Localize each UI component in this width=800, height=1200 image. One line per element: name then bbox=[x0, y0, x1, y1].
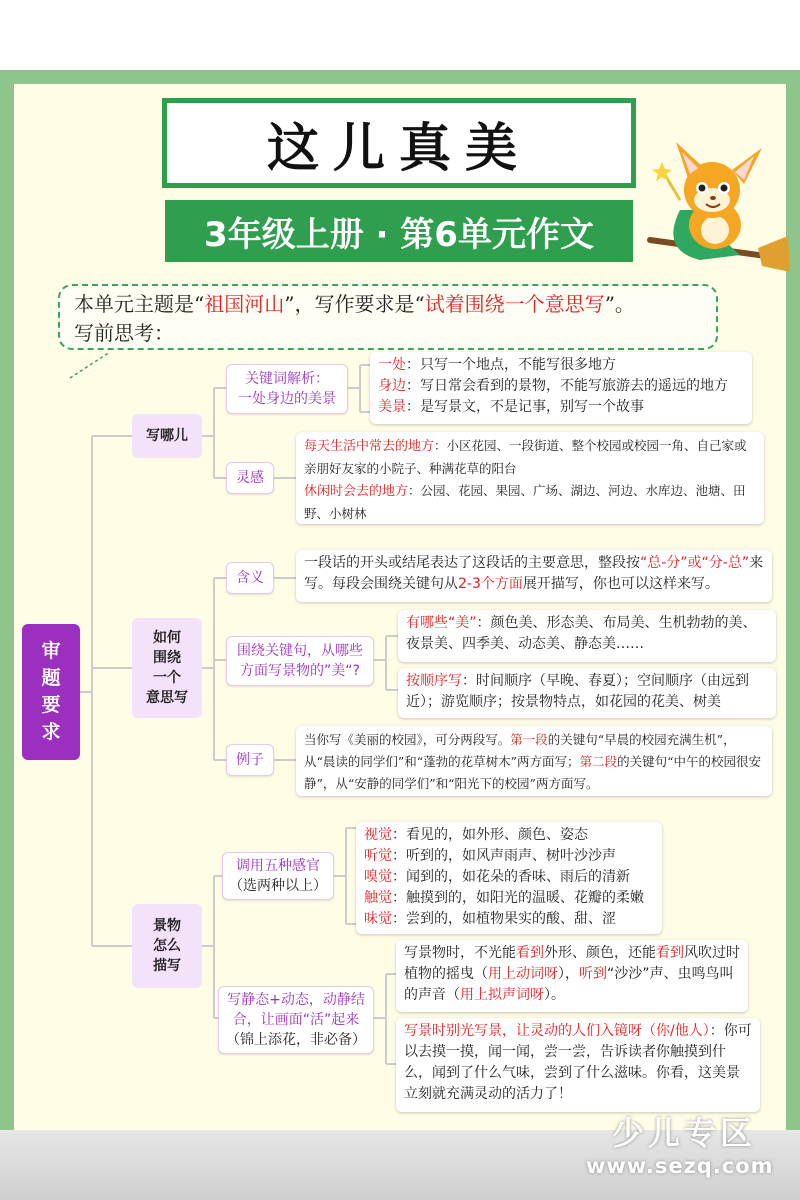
node-label: 例子 bbox=[236, 752, 264, 768]
node-label: 含义 bbox=[236, 570, 264, 586]
sense-item bbox=[364, 825, 654, 846]
node-label: 景物 bbox=[153, 918, 181, 934]
writing-order-box bbox=[398, 668, 776, 718]
example-text: 当你写《美丽的校园》，可分两段写。 bbox=[304, 732, 511, 747]
node-how-to-write-around-one-idea bbox=[132, 618, 202, 718]
inspiration-detail-box bbox=[296, 432, 764, 524]
dynamic-highlight: 用上拟声词呀 bbox=[460, 987, 544, 1003]
node-label: 调用五种感官 bbox=[236, 858, 320, 874]
sense-desc: ：看见的，如外形、颜色、姿态 bbox=[392, 827, 588, 843]
root-char: 题 bbox=[41, 667, 61, 689]
keyword-item bbox=[378, 376, 744, 397]
keyword-term: 美景 bbox=[378, 399, 406, 415]
example-detail-box bbox=[296, 726, 772, 796]
root-char: 求 bbox=[41, 721, 61, 743]
dynamic-text: 外形、颜色，还能 bbox=[544, 945, 656, 961]
node-label: 意思写 bbox=[146, 690, 188, 706]
node-five-senses bbox=[222, 852, 334, 900]
keyword-desc: ：只写一个地点，不能写很多地方 bbox=[406, 357, 616, 373]
intro-text: 本单元主题是“ bbox=[74, 292, 205, 316]
node-label: 围绕 bbox=[153, 650, 181, 666]
intro-line2: 写前思考： bbox=[74, 321, 174, 345]
page-title: 这儿真美 bbox=[266, 118, 531, 179]
node-label: 怎么 bbox=[153, 938, 181, 954]
sense-term: 听觉 bbox=[364, 848, 392, 864]
keyword-term: 身边 bbox=[378, 378, 406, 394]
sense-term: 触觉 bbox=[364, 890, 392, 906]
order-term: 按顺序写 bbox=[406, 673, 462, 689]
example-highlight: 第二段 bbox=[579, 754, 618, 769]
watermark-logo-text: 少儿专区 bbox=[612, 1114, 757, 1152]
sense-term: 视觉 bbox=[364, 827, 392, 843]
node-example bbox=[226, 744, 274, 776]
node-label: 方面写景物的”美“? bbox=[240, 663, 360, 679]
people-detail-box bbox=[396, 1018, 760, 1112]
node-label: 一个 bbox=[153, 670, 181, 686]
node-where-to-write bbox=[132, 414, 202, 458]
meaning-detail-box bbox=[296, 550, 772, 602]
node-inspiration bbox=[226, 462, 274, 494]
node-label: 围绕关键句，从哪些 bbox=[237, 643, 363, 659]
sense-term: 味觉 bbox=[364, 911, 392, 927]
node-label: 灵感 bbox=[236, 470, 264, 486]
node-static-dynamic bbox=[218, 986, 374, 1054]
meaning-text: 展开描写，你也可以这样来写。 bbox=[522, 576, 719, 592]
dynamic-text: “沙沙”声、虫鸣鸟叫的声音（ bbox=[404, 966, 734, 1003]
sense-desc: ：尝到的，如植物果实的酸、甜、涩 bbox=[392, 911, 616, 927]
dynamic-text: ）， bbox=[558, 966, 579, 982]
keyword-item bbox=[378, 355, 744, 376]
node-label: 合，让画面“活”起来 bbox=[232, 1012, 360, 1028]
keyword-term: 一处 bbox=[378, 357, 406, 373]
inspiration-desc: ：公园、花园、果园、广场、湖边、河边、水库边、池塘、田野、小树林 bbox=[304, 483, 746, 521]
node-meaning bbox=[226, 562, 274, 594]
dynamic-text: ）。 bbox=[544, 987, 565, 1003]
keyword-desc: ：写日常会看到的景物，不能写旅游去的遥远的地方 bbox=[406, 378, 728, 394]
people-text: ：你可以去摸一摸，闻一闻，尝一尝，告诉读者你触摸到什么，闻到了什么气味，尝到了什么滋味。你看，这美景立刻就充满灵动的活力了！ bbox=[404, 1023, 752, 1102]
sense-item bbox=[364, 888, 654, 909]
sense-desc: ：触摸到的，如阳光的温暖、花瓣的柔嫩 bbox=[392, 890, 644, 906]
node-keyword-analysis bbox=[226, 364, 348, 414]
dynamic-highlight: 听到 bbox=[579, 966, 607, 982]
node-label: 写静态+动态，动静结 bbox=[227, 992, 365, 1008]
keyword-desc: ：是写景文，不是记事，别写一个故事 bbox=[406, 399, 644, 415]
watermark-url: www.sezq.com bbox=[586, 1154, 774, 1178]
inspiration-term: 每天生活中常去的地方 bbox=[304, 439, 435, 454]
dynamic-text: 风吹过时植物的摇曳（ bbox=[404, 945, 740, 982]
root-char: 要 bbox=[41, 694, 61, 716]
meaning-highlight: 2-3个方面 bbox=[458, 576, 523, 592]
node-label: （锦上添花，非必备） bbox=[226, 1032, 366, 1048]
sense-desc: ：闻到的，如花朵的香味、雨后的清新 bbox=[392, 869, 630, 885]
intro-text: ”，写作要求是“ bbox=[284, 292, 425, 316]
dynamic-text: 写景物时，不光能 bbox=[404, 945, 516, 961]
inspiration-term: 休闲时会去的地方 bbox=[304, 484, 409, 499]
node-label: 写哪儿 bbox=[146, 428, 188, 444]
node-label: 描写 bbox=[153, 958, 181, 974]
node-label: 如何 bbox=[153, 630, 181, 646]
intro-requirement: 试着围绕一个意思写 bbox=[424, 292, 605, 316]
sense-term: 嗅觉 bbox=[364, 869, 392, 885]
sense-desc: ：听到的，如风声雨声、树叶沙沙声 bbox=[392, 848, 616, 864]
example-text: 的关键句“早晨的校园充满生机”，从“晨读的同学们”和“蓬勃的花草树木”两方面写； bbox=[304, 732, 736, 769]
inspiration-desc: ：小区花园、一段街道、整个校园或校园一角、自己家或亲朋好友家的小院子、种满花草的阳台 bbox=[304, 438, 747, 476]
node-label: 关键词解析： bbox=[245, 371, 329, 387]
node-how-to-describe-scenery bbox=[132, 904, 202, 988]
node-aspects-of-beauty bbox=[226, 636, 374, 686]
page-subtitle: 3年级上册 · 第6单元作文 bbox=[204, 214, 594, 255]
dynamic-highlight: 看到 bbox=[516, 945, 544, 961]
example-highlight: 第一段 bbox=[510, 732, 548, 747]
sense-item bbox=[364, 909, 654, 930]
node-label: 一处身边的美景 bbox=[238, 391, 336, 407]
root-char: 审 bbox=[41, 640, 61, 662]
node-label: （选两种以上） bbox=[229, 878, 327, 894]
example-text: 的关键句“中午的校园很安静”，从“安静的同学们”和“阳光下的校园”两方面写。 bbox=[304, 754, 761, 791]
dynamic-highlight: 用上动词呀 bbox=[488, 966, 558, 982]
keyword-detail-box bbox=[370, 352, 752, 424]
sense-item bbox=[364, 867, 654, 888]
meaning-highlight: “总-分”或“分-总” bbox=[640, 555, 750, 571]
sense-item bbox=[364, 846, 654, 867]
meaning-text: 来写。每段会围绕关键句从 bbox=[304, 555, 764, 592]
senses-detail-box bbox=[356, 822, 662, 934]
keyword-item bbox=[378, 397, 744, 418]
meaning-text: 一段话的开头或结尾表达了这段话的主要意思，整段按 bbox=[304, 555, 640, 571]
beauty-term: 有哪些“美” bbox=[406, 615, 477, 631]
order-desc: ：时间顺序（早晚、春夏）；空间顺序（由远到近）；游览顺序；按景物特点，如花园的花美、树美 bbox=[406, 673, 749, 710]
dynamic-detail-box bbox=[396, 940, 748, 1012]
beauty-desc: ：颜色美、形态美、布局美、生机勃勃的美、夜景美、四季美、动态美、静态美…… bbox=[406, 615, 757, 652]
dynamic-highlight: 看到 bbox=[656, 945, 684, 961]
intro-text: ”。 bbox=[604, 292, 635, 316]
root-node-review-requirements bbox=[22, 624, 80, 760]
beauty-types-box bbox=[398, 610, 776, 662]
intro-theme: 祖国河山 bbox=[204, 292, 285, 316]
people-highlight: 写景时别光写景，让灵动的人们入镜呀（你/他人） bbox=[404, 1023, 710, 1039]
